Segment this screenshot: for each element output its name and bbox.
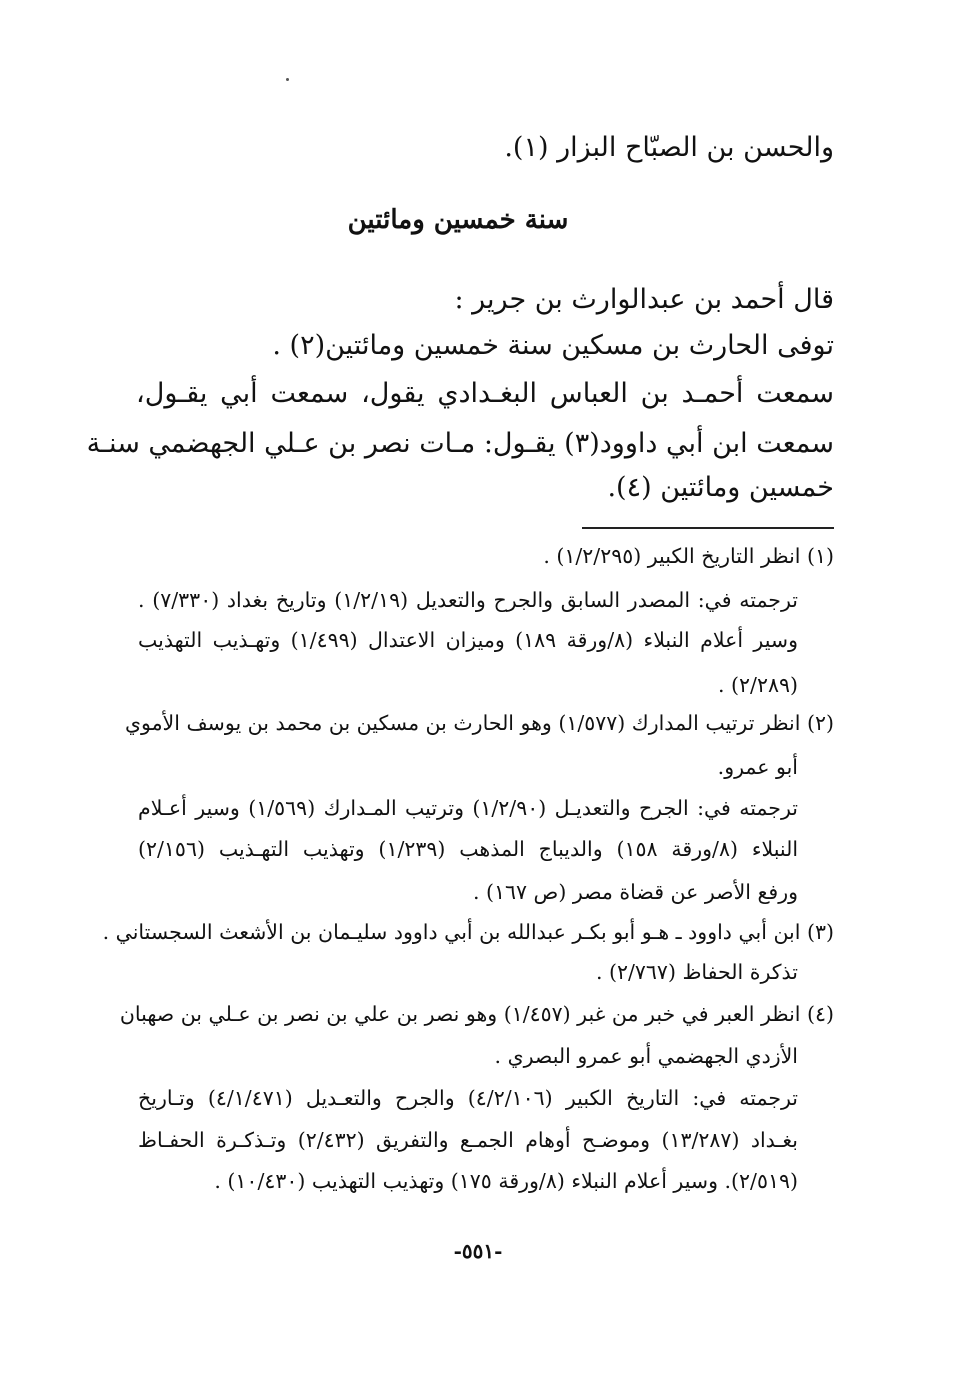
footnote-line: (٢) انظر ترتيب المدارك (١/٥٧٧) وهو الحارث بن مسكين بن محمد بن يوسف الأموي [124, 711, 834, 735]
footnote-line: (٢/٥١٩). وسير أعلام النبلاء (٨/ورقة ١٧٥) وتهذيب التهذيب (١٠/٤٣٠) . [214, 1169, 798, 1193]
footnote-line: (١) انظر التاريخ الكبير (١/٢/٢٩٥) . [543, 544, 834, 568]
main-text-line: قال أحمد بن عبدالوارث بن جرير : [454, 284, 834, 315]
footnote-line: الأزدي الجهضمي أبو عمرو البصري . [494, 1044, 798, 1068]
footnote-line: ورفع الأصر عن قضاة مصر (ص ١٦٧) . [472, 880, 798, 904]
footnote-line: ترجمته في: التاريخ الكبير (٤/٢/١٠٦) والجرح والتعـديل (٤/١/٤٧١) وتـاريخ [138, 1086, 799, 1110]
main-text-line: خمسين ومائتين (٤). [607, 472, 834, 503]
footnote-line: ترجمته في: الجرح والتعديـل (١/٢/٩٠) وترتيب المـدارك (١/٥٦٩) وسير أعـلام [138, 796, 798, 820]
footnote-line: بغـداد (١٣/٢٨٧) وموضـح أوهام الجمـع والتفريق (٢/٤٣٢) وتـذكـرة الحفـاظ [138, 1128, 798, 1152]
footnote-separator [582, 527, 834, 529]
main-text-line: سمعت ابن أبي داوود(٣) يقـول: مـات نصر بن عـلي الجهضمي سنـة [86, 428, 834, 459]
scan-speck [286, 78, 289, 81]
main-text-line: سمعت أحمـد بن العباس البغـدادي يقول، سمعت أبي يقـول، [136, 378, 834, 409]
section-heading: سنة خمسين ومائتين [347, 205, 569, 235]
footnote-line: النبلاء (٨/ورقة ١٥٨) والديباج المذهب (١/٢٣٩) وتهذيب التهـذيب (٢/١٥٦) [138, 837, 799, 861]
footnote-line: (٣) ابن أبي داوود ـ هـو أبو بكـر عبدالله بن أبي داوود سليـمان بن الأشعث السجستاني . [102, 920, 834, 944]
footnote-line: تذكرة الحفاظ (٢/٧٦٧) . [595, 960, 798, 984]
main-text-line: والحسن بن الصبّاح البزار (١). [504, 132, 834, 163]
footnote-line: (٤) انظر العبر في خبر من غبر (١/٤٥٧) وهو نصر بن علي بن نصر بن عـلي بن صهبان [119, 1002, 834, 1026]
footnote-line: (٢/٢٨٩) . [718, 673, 798, 697]
page-number: -٥٥١- [453, 1239, 503, 1263]
footnote-line: وسير أعلام النبلاء (٨/ورقة ١٨٩) وميزان الاعتدال (١/٤٩٩) وتهـذيب التهذيب [138, 628, 799, 652]
main-text-line: توفى الحارث بن مسكين سنة خمسين ومائتين(٢) . [272, 330, 834, 361]
footnote-line: أبو عمرو. [717, 755, 798, 779]
footnote-line: ترجمته في: المصدر السابق والجرح والتعديل (١/٢/١٩) وتاريخ بغداد (٧/٣٣٠) . [138, 588, 798, 612]
